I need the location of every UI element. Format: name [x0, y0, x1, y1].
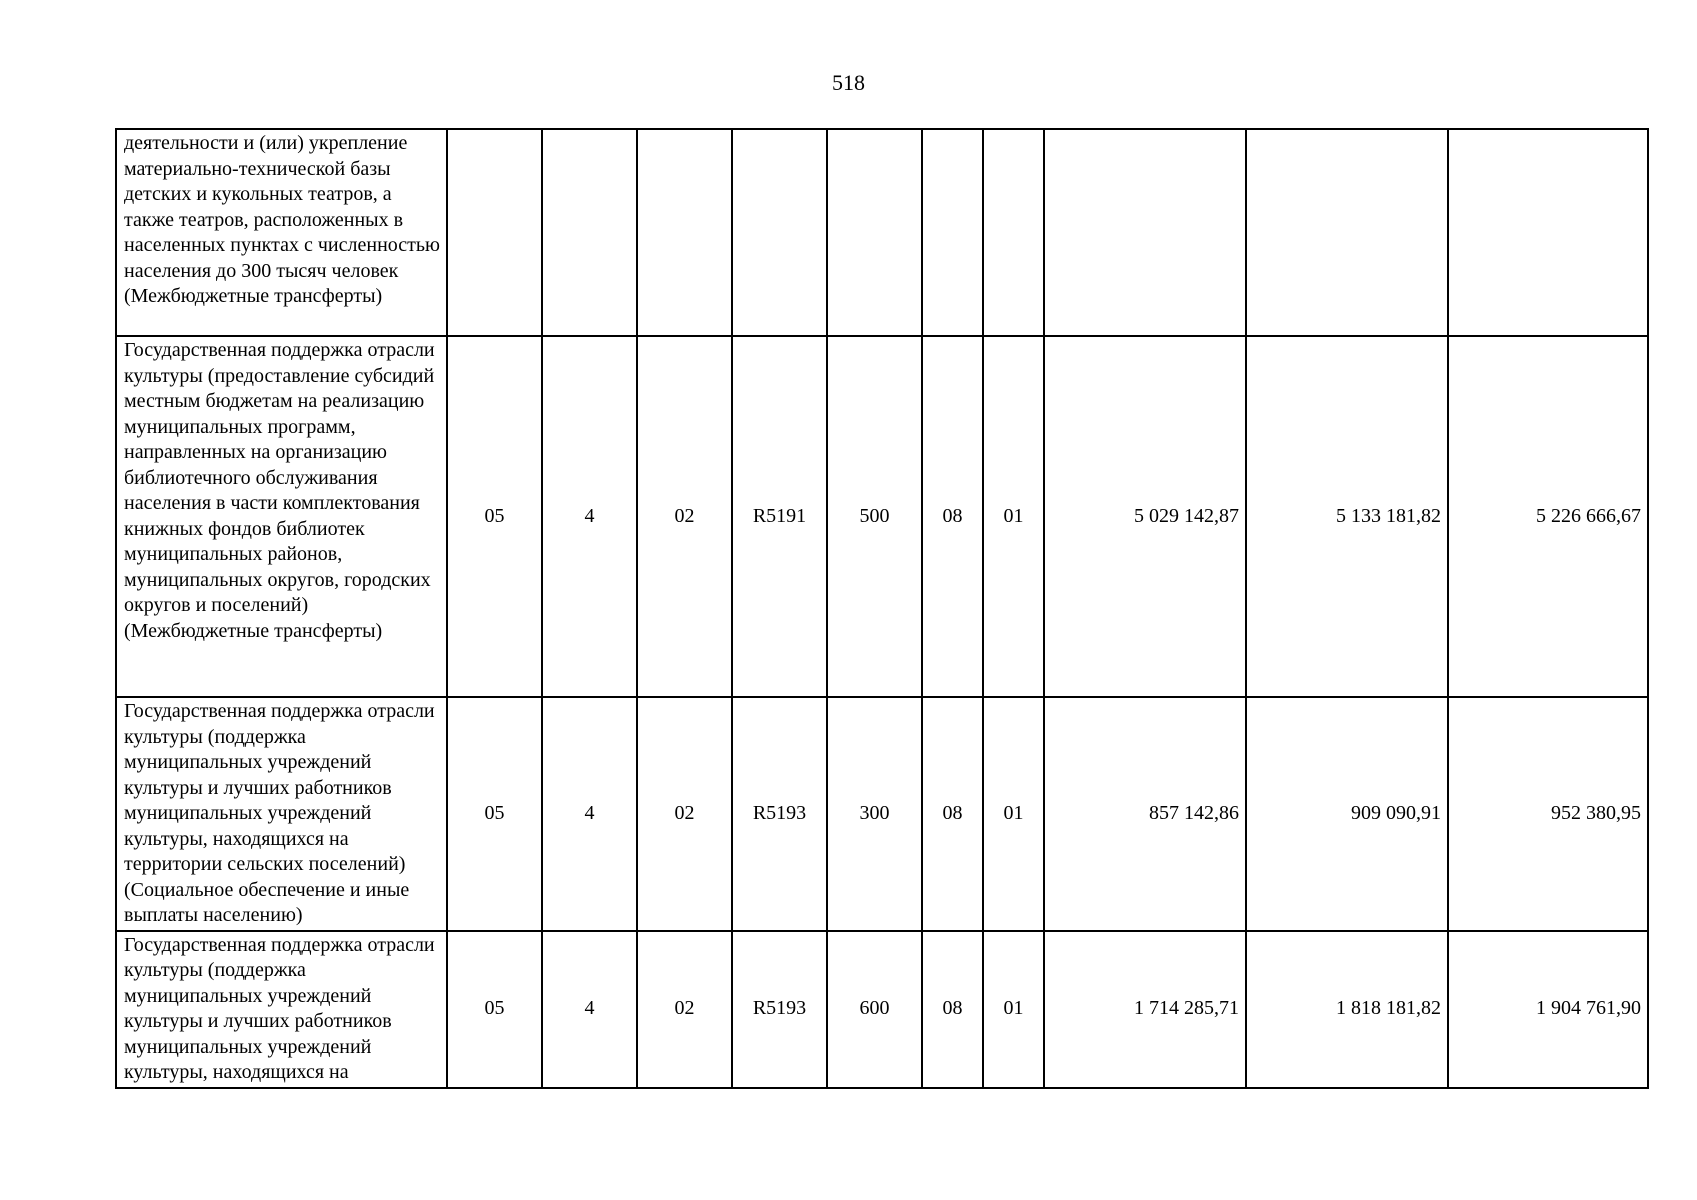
main-event-code: 02 — [637, 931, 732, 1088]
table-row — [116, 697, 1648, 931]
amount-year-3: 952 380,95 — [1448, 697, 1648, 931]
expense-type-code: 600 — [827, 931, 922, 1088]
row-description: Государственная поддержка отрасли культуры (поддержка муниципальных учреждений культуры и лучших работников муниципальных учреждений культуры, находящихся на — [116, 931, 447, 1088]
subprogram-code — [542, 129, 637, 336]
program-code: 05 — [447, 336, 542, 697]
direction-code: R5191 — [732, 336, 827, 697]
expense-type-code: 300 — [827, 697, 922, 931]
main-event-code — [637, 129, 732, 336]
main-event-code: 02 — [637, 336, 732, 697]
section-code: 08 — [922, 931, 983, 1088]
subprogram-code: 4 — [542, 931, 637, 1088]
subprogram-code: 4 — [542, 697, 637, 931]
program-code: 05 — [447, 697, 542, 931]
table-row — [116, 931, 1648, 1088]
section-code: 08 — [922, 336, 983, 697]
amount-year-1 — [1044, 129, 1246, 336]
expense-type-code — [827, 129, 922, 336]
section-code: 08 — [922, 697, 983, 931]
table-row — [116, 129, 1648, 336]
program-code: 05 — [447, 931, 542, 1088]
page-number: 518 — [832, 70, 865, 95]
subsection-code: 01 — [983, 697, 1044, 931]
row-description: деятельности и (или) укрепление материально-технической базы детских и кукольных театров, а также театров, расположенных в населенных пунктах с численностью населения до 300 тысяч человек (Межбюджетные трансферты) — [116, 129, 447, 336]
row-description: Государственная поддержка отрасли культуры (предоставление субсидий местным бюджетам на реализацию муниципальных программ, направленных на организацию библиотечного обслуживания населения в части комплектования книжных фондов библиотек муниципальных районов, муниципальных округов, городских округов и поселений) (Межбюджетные трансферты) — [116, 336, 447, 697]
direction-code: R5193 — [732, 931, 827, 1088]
amount-year-3 — [1448, 129, 1648, 336]
subsection-code: 01 — [983, 931, 1044, 1088]
direction-code — [732, 129, 827, 336]
subsection-code — [983, 129, 1044, 336]
amount-year-1: 1 714 285,71 — [1044, 931, 1246, 1088]
direction-code: R5193 — [732, 697, 827, 931]
budget-table — [115, 128, 1649, 1089]
amount-year-2: 1 818 181,82 — [1246, 931, 1448, 1088]
row-description: Государственная поддержка отрасли культуры (поддержка муниципальных учреждений культуры и лучших работников муниципальных учреждений культуры, находящихся на территории сельских поселений) (Социальное обеспечение и иные выплаты населению) — [116, 697, 447, 931]
amount-year-1: 5 029 142,87 — [1044, 336, 1246, 697]
amount-year-2 — [1246, 129, 1448, 336]
subsection-code: 01 — [983, 336, 1044, 697]
amount-year-1: 857 142,86 — [1044, 697, 1246, 931]
amount-year-2: 909 090,91 — [1246, 697, 1448, 931]
subprogram-code: 4 — [542, 336, 637, 697]
expense-type-code: 500 — [827, 336, 922, 697]
main-event-code: 02 — [637, 697, 732, 931]
table-row — [116, 336, 1648, 697]
amount-year-3: 1 904 761,90 — [1448, 931, 1648, 1088]
amount-year-3: 5 226 666,67 — [1448, 336, 1648, 697]
amount-year-2: 5 133 181,82 — [1246, 336, 1448, 697]
program-code — [447, 129, 542, 336]
section-code — [922, 129, 983, 336]
